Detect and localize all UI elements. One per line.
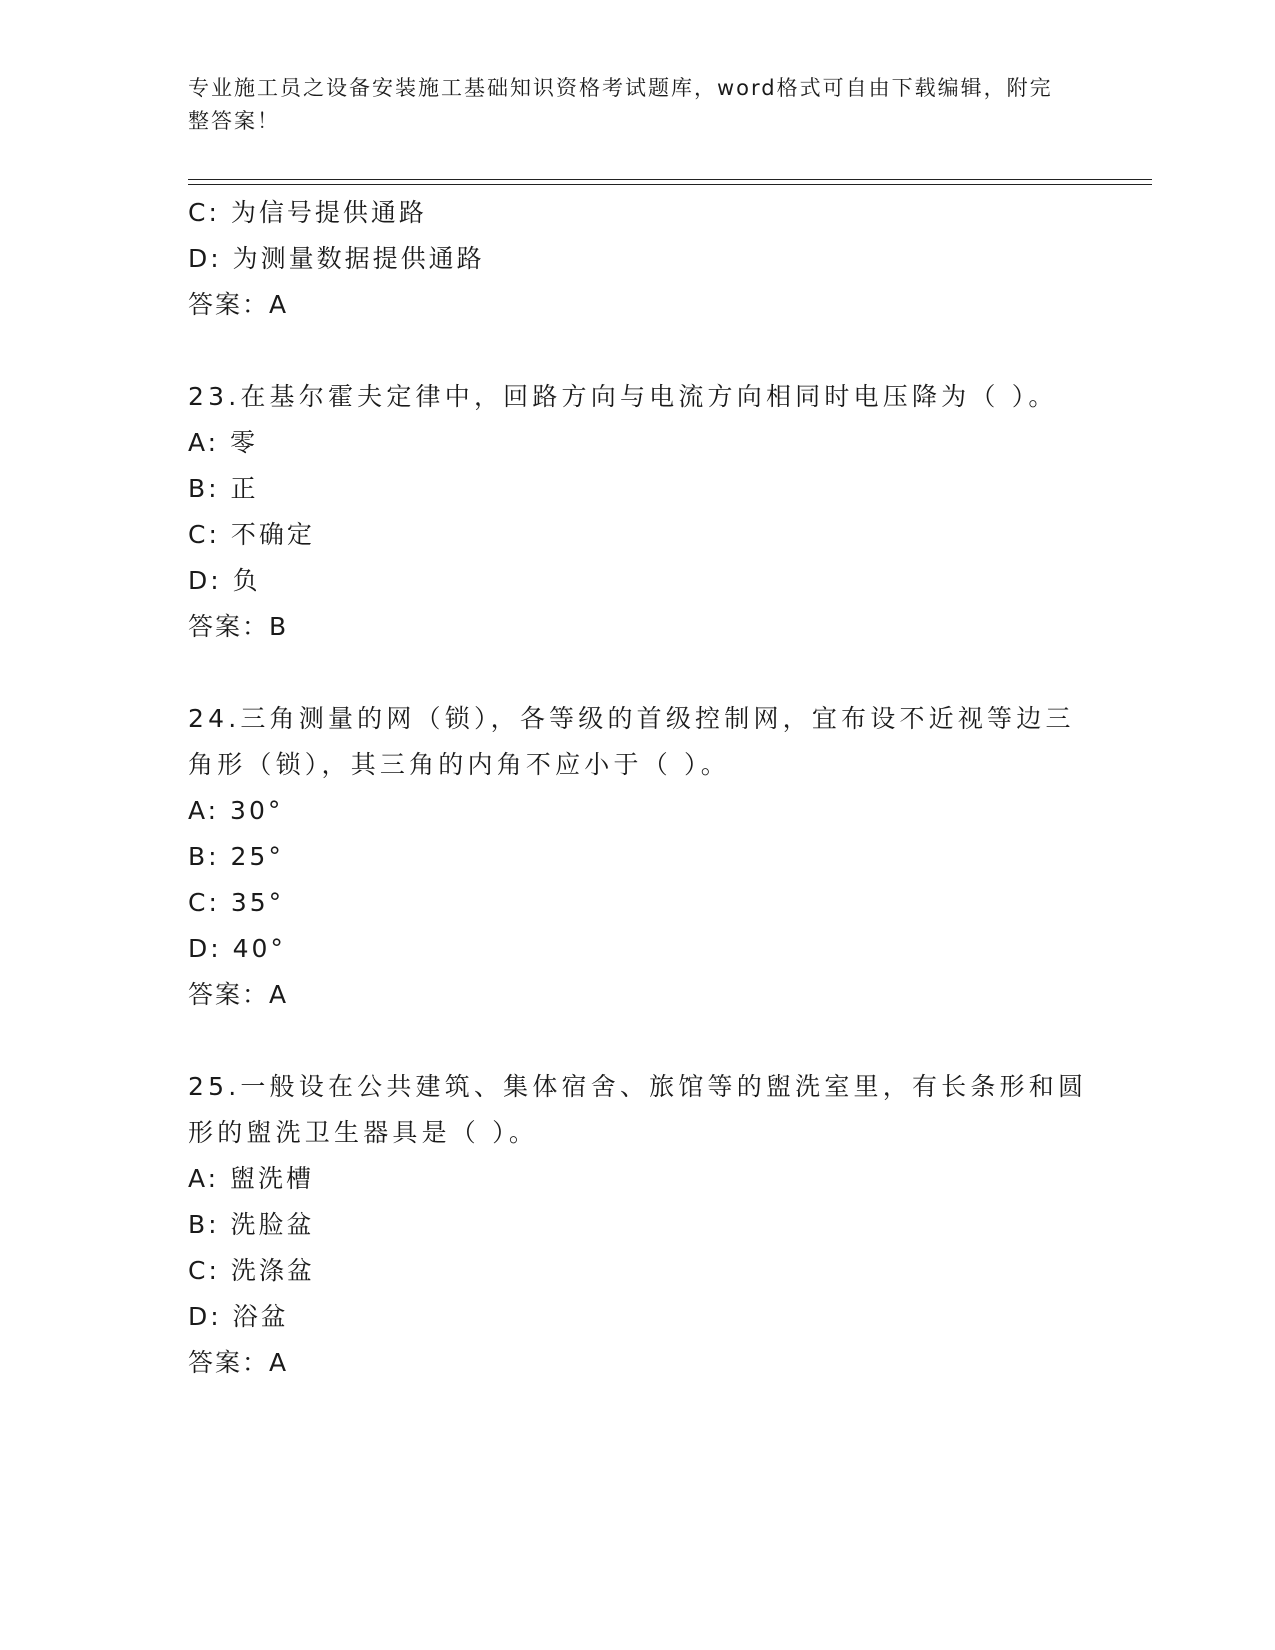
option-d: D: 为测量数据提供通路 (188, 244, 485, 273)
question-block-25 (188, 1064, 1088, 1386)
spacer (188, 328, 1088, 374)
question-list (188, 190, 1088, 1386)
option-a: A: 零 (188, 428, 259, 457)
question-stem: 23.在基尔霍夫定律中，回路方向与电流方向相同时电压降为（ ）。 (188, 382, 1058, 411)
option-d: D: 40° (188, 934, 286, 963)
header-divider-bottom (188, 184, 1152, 185)
spacer (188, 1018, 1088, 1064)
question-block-23 (188, 374, 1088, 650)
question-stem: 24.三角测量的网（锁），各等级的首级控制网，宜布设不近视等边三角形（锁），其三角的内角不应小于（ ）。 (188, 704, 1075, 779)
option-c: C: 不确定 (188, 520, 315, 549)
option-c: C: 35° (188, 888, 285, 917)
answer-line: 答案：A (188, 1348, 289, 1377)
option-b: B: 洗脸盆 (188, 1210, 315, 1239)
document-header: 专业施工员之设备安装施工基础知识资格考试题库，word格式可自由下载编辑，附完整答案！ (188, 76, 1053, 133)
option-b: B: 25° (188, 842, 284, 871)
question-block-24 (188, 696, 1088, 1018)
option-a: A: 盥洗槽 (188, 1164, 315, 1193)
answer-line: 答案：B (188, 612, 289, 641)
question-stem: 25.一般设在公共建筑、集体宿舍、旅馆等的盥洗室里，有长条形和圆形的盥洗卫生器具是（ ）。 (188, 1072, 1088, 1147)
option-b: B: 正 (188, 474, 259, 503)
option-a: A: 30° (188, 796, 284, 825)
question-block-22 (188, 190, 1088, 328)
header-divider-top (188, 179, 1152, 180)
answer-line: 答案：A (188, 980, 289, 1009)
spacer (188, 650, 1088, 696)
option-c: C: 为信号提供通路 (188, 198, 427, 227)
option-c: C: 洗涤盆 (188, 1256, 315, 1285)
option-d: D: 负 (188, 566, 261, 595)
answer-line: 答案：A (188, 290, 289, 319)
option-d: D: 浴盆 (188, 1302, 289, 1331)
